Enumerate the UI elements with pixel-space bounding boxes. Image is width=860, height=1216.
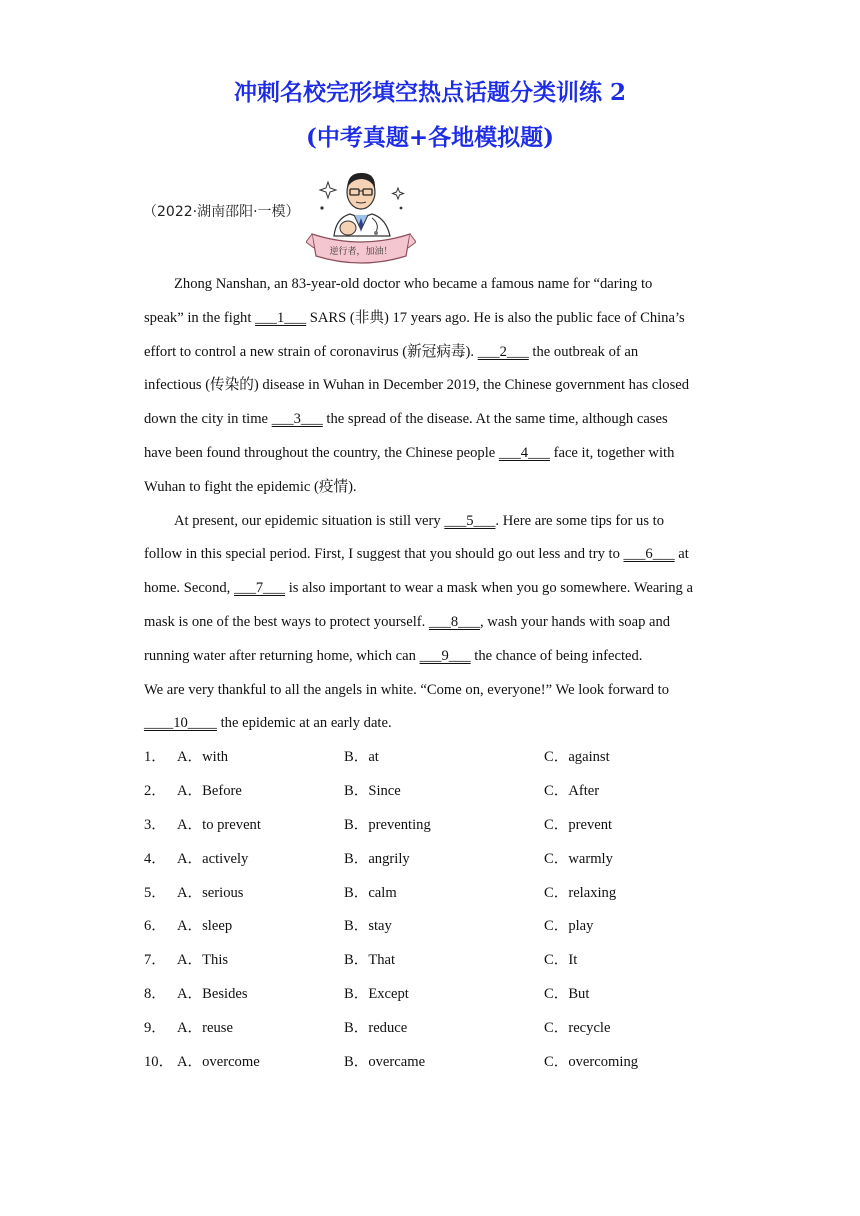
passage-line bbox=[144, 674, 724, 708]
option-c: C．prevent bbox=[544, 816, 613, 833]
question-number: 6． bbox=[144, 918, 166, 935]
option-row bbox=[144, 910, 724, 944]
passage-line bbox=[144, 403, 724, 437]
option-row bbox=[144, 775, 724, 809]
option-b: B．preventing bbox=[344, 816, 431, 833]
passage-line bbox=[144, 606, 724, 640]
option-b: B．calm bbox=[344, 884, 397, 901]
option-row bbox=[144, 944, 724, 978]
blank: ___9___ bbox=[419, 647, 471, 664]
passage-text: mask is one of the best ways to protect yourself. bbox=[144, 613, 429, 630]
passage-line bbox=[144, 302, 724, 336]
banner-caption: 逆行者，加油！ bbox=[329, 247, 393, 257]
cloze-passage bbox=[144, 268, 724, 741]
blank: ___6___ bbox=[623, 546, 675, 563]
question-number: 10． bbox=[144, 1054, 174, 1071]
passage-text: , wash your hands with soap and bbox=[480, 613, 671, 630]
option-b: B．angrily bbox=[344, 850, 410, 867]
option-row bbox=[144, 1046, 724, 1080]
option-a: A．overcome bbox=[177, 1054, 260, 1071]
passage-text: down the city in time bbox=[144, 411, 272, 428]
passage-text: the epidemic at an early date. bbox=[216, 715, 392, 732]
option-a: A．Besides bbox=[177, 986, 248, 1003]
option-c: C．warmly bbox=[544, 850, 613, 867]
passage-text: Wuhan to fight the epidemic (疫情). bbox=[144, 478, 357, 495]
passage-line bbox=[144, 369, 724, 403]
passage-text: SARS (非典) 17 years ago. He is also the public face of China’s bbox=[306, 309, 685, 326]
question-number: 3． bbox=[144, 816, 166, 833]
option-row bbox=[144, 741, 724, 775]
option-b: B．Except bbox=[344, 986, 409, 1003]
option-a: A．This bbox=[177, 952, 229, 969]
answer-options bbox=[144, 741, 724, 1080]
passage-text: . Here are some tips for us to bbox=[495, 512, 665, 529]
passage-line bbox=[144, 268, 724, 302]
passage-line bbox=[144, 336, 724, 370]
source-note: （2022·湖南邵阳·一模） bbox=[143, 204, 300, 220]
option-a: A．Before bbox=[177, 782, 242, 799]
option-c: C．It bbox=[544, 952, 578, 969]
option-c: C．relaxing bbox=[544, 884, 617, 901]
passage-line bbox=[144, 640, 724, 674]
passage-line bbox=[144, 471, 724, 505]
option-row bbox=[144, 1012, 724, 1046]
blank: ____10____ bbox=[144, 715, 217, 732]
option-c: C．play bbox=[544, 918, 594, 935]
question-number: 8． bbox=[144, 986, 166, 1003]
blank: ___3___ bbox=[271, 411, 323, 428]
blank: ___1___ bbox=[255, 309, 307, 326]
option-b: B．Since bbox=[344, 782, 401, 799]
page-subtitle: (中考真题+各地模拟题) bbox=[305, 124, 555, 151]
option-b: B．stay bbox=[344, 918, 392, 935]
option-c: C．overcoming bbox=[544, 1054, 639, 1071]
option-a: A．with bbox=[177, 749, 229, 765]
option-a: A．serious bbox=[177, 884, 244, 901]
passage-text: effort to control a new strain of coronavirus (新冠病毒). bbox=[144, 343, 478, 360]
passage-text: speak” in the fight bbox=[144, 309, 256, 326]
passage-line bbox=[144, 707, 724, 741]
question-number: 4． bbox=[144, 850, 166, 867]
option-a: A．reuse bbox=[177, 1020, 233, 1037]
option-b: B．overcame bbox=[344, 1054, 426, 1071]
option-row bbox=[144, 809, 724, 843]
blank: ___5___ bbox=[444, 512, 496, 529]
option-row bbox=[144, 978, 724, 1012]
passage-text: Zhong Nanshan, an 83-year-old doctor who became a famous name for “daring to bbox=[174, 276, 653, 292]
passage-text: infectious (传染的) disease in Wuhan in December 2019, the Chinese government has closed bbox=[144, 377, 690, 394]
passage-text: have been found throughout the country, the Chinese people bbox=[144, 444, 499, 461]
question-number: 7． bbox=[144, 952, 166, 969]
question-number: 2． bbox=[144, 782, 166, 799]
option-b: B．at bbox=[344, 749, 379, 765]
passage-line bbox=[144, 538, 724, 572]
passage-text: We are very thankful to all the angels in white. “Come on, everyone!” We look forward to bbox=[144, 681, 670, 698]
blank: ___7___ bbox=[233, 580, 286, 597]
doctor-illustration bbox=[306, 158, 416, 266]
option-b: B．reduce bbox=[344, 1020, 408, 1037]
option-b: B．That bbox=[344, 952, 396, 969]
passage-text: the chance of being infected. bbox=[470, 647, 643, 664]
option-c: C．After bbox=[544, 782, 600, 799]
option-a: A．sleep bbox=[177, 918, 233, 935]
question-number: 1． bbox=[144, 749, 166, 765]
passage-text: At present, our epidemic situation is still very bbox=[174, 512, 445, 529]
option-c: C．But bbox=[544, 986, 590, 1003]
passage-line bbox=[144, 437, 724, 471]
passage-text: at bbox=[674, 546, 689, 563]
passage-text: is also important to wear a mask when you go somewhere. Wearing a bbox=[285, 580, 693, 597]
option-row bbox=[144, 843, 724, 877]
option-row bbox=[144, 877, 724, 911]
passage-line bbox=[144, 572, 724, 606]
passage-text: the outbreak of an bbox=[528, 343, 639, 360]
question-number: 5． bbox=[144, 884, 166, 901]
passage-text: home. Second, bbox=[144, 580, 234, 597]
option-c: C．against bbox=[544, 749, 610, 765]
passage-line bbox=[144, 505, 724, 539]
blank: ___4___ bbox=[498, 444, 550, 461]
blank: ___8___ bbox=[428, 613, 480, 630]
option-a: A．actively bbox=[177, 850, 249, 867]
passage-text: running water after returning home, which can bbox=[144, 647, 420, 664]
passage-text: follow in this special period. First, I suggest that you should go out less and try to bbox=[144, 546, 624, 563]
option-a: A．to prevent bbox=[177, 816, 261, 833]
passage-text: the spread of the disease. At the same time, although cases bbox=[322, 411, 668, 428]
passage-text: face it, together with bbox=[549, 444, 675, 461]
question-number: 9． bbox=[144, 1020, 166, 1037]
page-title: 冲刺名校完形填空热点话题分类训练 2 bbox=[233, 79, 626, 106]
option-c: C．recycle bbox=[544, 1020, 611, 1037]
blank: ___2___ bbox=[477, 343, 529, 360]
